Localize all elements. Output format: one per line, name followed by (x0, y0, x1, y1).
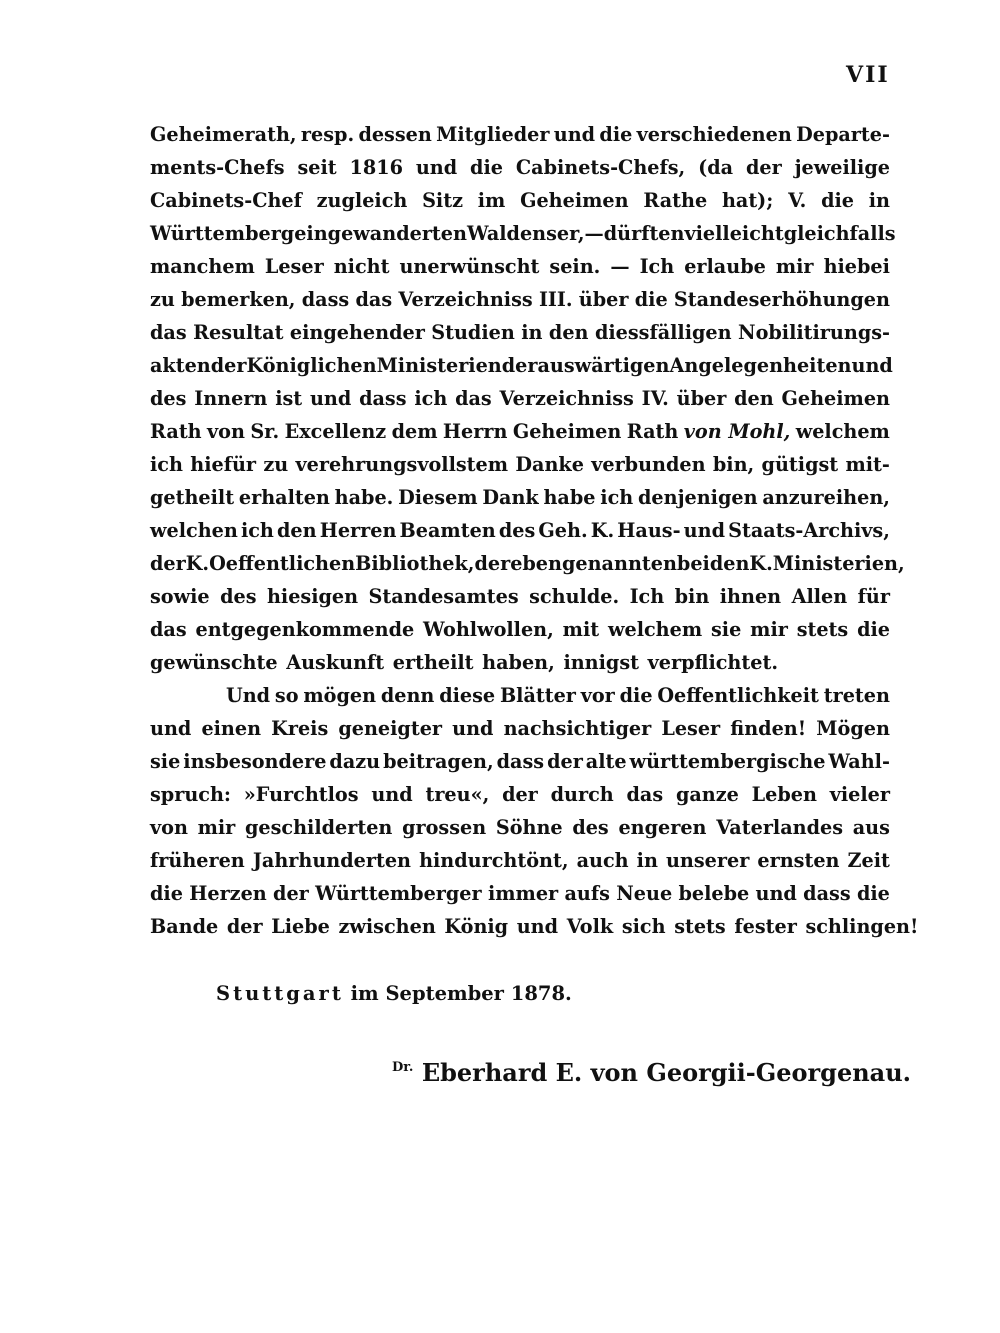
text-line: ments-Chefs seit 1816 und die Cabinets-Chefs, (da der jeweilige (150, 156, 890, 179)
text-line: sie insbesondere dazu beitragen, dass der alte württembergische Wahl- (150, 750, 890, 773)
text-line: getheilt erhalten habe. Diesem Dank habe ich denjenigen anzureihen, (150, 486, 890, 509)
text-line: sowie des hiesigen Standesamtes schulde. Ich bin ihnen Allen für (150, 585, 890, 608)
text-line: Geheimerath, resp. dessen Mitglieder und die verschiedenen Departe- (150, 123, 890, 146)
text-line: des Innern ist und dass ich das Verzeichniss IV. über den Geheimen (150, 387, 890, 410)
paragraph-2 (150, 679, 919, 943)
text-line: Und so mögen denn diese Blätter vor die Oeffentlichkeit treten (226, 684, 890, 707)
page-number: VII (846, 62, 890, 88)
place-date-line (216, 982, 572, 1005)
text-line: von mir geschilderten grossen Söhne des engeren Vaterlandes aus (150, 816, 890, 839)
text-line: die Herzen der Württemberger immer aufs Neue belebe und dass die (150, 882, 890, 905)
text-line: das Resultat eingehender Studien in den diessfälligen Nobilitirungs- (150, 321, 890, 344)
body-text (150, 118, 919, 943)
signature-name: Eberhard E. von Georgii-Georgenau. (421, 1058, 912, 1087)
text-line: Cabinets-Chef zugleich Sitz im Geheimen Rathe hat); V. die in (150, 189, 890, 212)
text-line: welchen ich den Herren Beamten des Geh. K. Haus- und Staats-Archivs, (150, 519, 890, 542)
text-line: und einen Kreis geneigter und nachsichtiger Leser finden! Mögen (150, 717, 890, 740)
text-line: gewünschte Auskunft ertheilt haben, innigst verpflichtet. (150, 651, 778, 674)
text-line: akten der Königlichen Ministerien der auswärtigen Angelegenheiten und (150, 354, 893, 377)
text-line: Württemberg eingewanderten Waldenser, — dürften vielleicht gleichfalls (150, 222, 896, 245)
text-line: spruch: »Furchtlos und treu«, der durch das ganze Leben vieler (150, 783, 890, 806)
place: Stuttgart (216, 982, 344, 1005)
text-line: Rath von Sr. Excellenz dem Herrn Geheimen Rath von Mohl, welchem (150, 420, 890, 443)
text-line: ich hiefür zu verehrungsvollstem Danke verbunden bin, gütigst mit- (150, 453, 890, 476)
text-line: der K. Oeffentlichen Bibliothek, der eben genannten beiden K. Ministerien, (150, 552, 905, 575)
text-line: manchem Leser nicht unerwünscht sein. — Ich erlaube mir hiebei (150, 255, 890, 278)
signature (392, 1058, 911, 1087)
text-line: zu bemerken, dass das Verzeichniss III. über die Standeserhöhungen (150, 288, 890, 311)
date: im September 1878. (350, 982, 572, 1005)
paragraph-1 (150, 118, 905, 679)
signature-title: Dr. (392, 1060, 414, 1075)
text-line: Bande der Liebe zwischen König und Volk sich stets fester schlingen! (150, 915, 919, 938)
text-line: früheren Jahrhunderten hindurchtönt, auch in unserer ernsten Zeit (150, 849, 890, 872)
text-line: das entgegenkommende Wohlwollen, mit welchem sie mir stets die (150, 618, 890, 641)
